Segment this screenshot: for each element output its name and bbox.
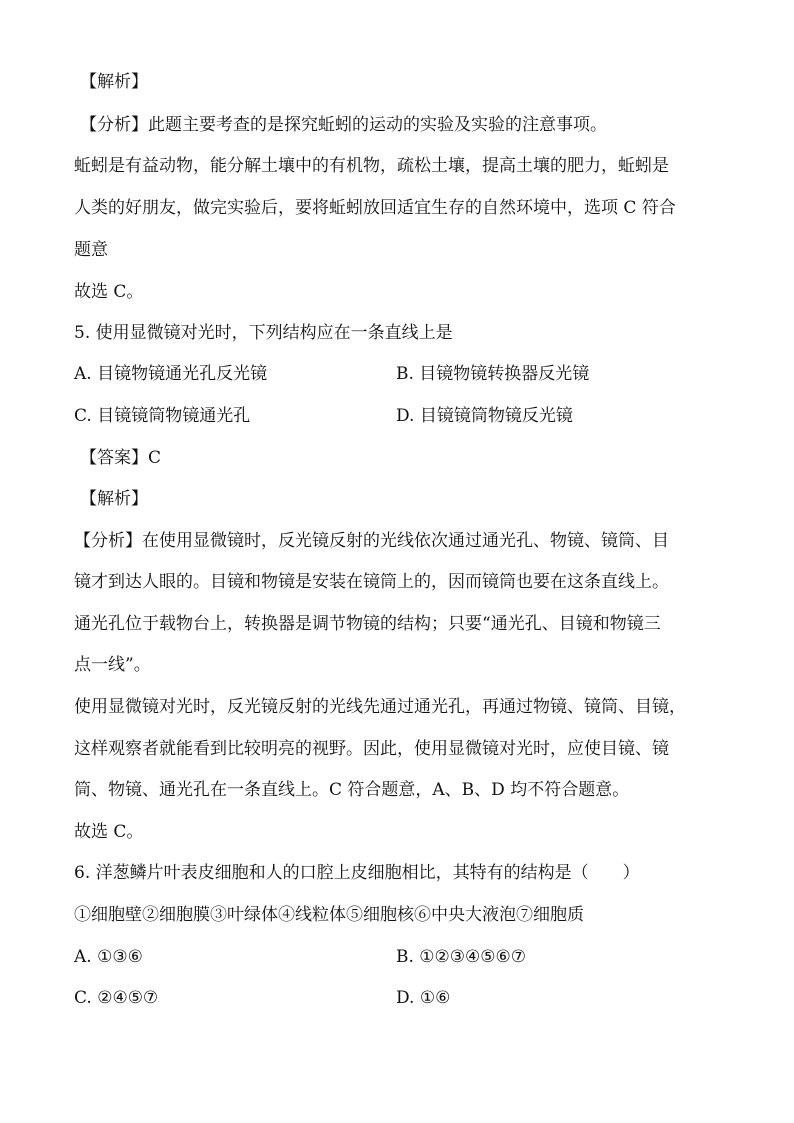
q5-conclusion: 故选 C。 (74, 822, 144, 842)
q4-body-line: 题意 (74, 240, 108, 260)
q4-conclusion: 故选 C。 (74, 282, 144, 302)
q5-option-b: B. 目镜物镜转换器反光镜 (396, 364, 590, 384)
q5-option-a: A. 目镜物镜通光孔反光镜 (74, 364, 268, 384)
q5-jiexi-label: 【解析】 (80, 489, 148, 509)
q6-option-b: B. ①②③④⑤⑥⑦ (396, 947, 526, 967)
q5-body-line: 筒、物镜、通光孔在一条直线上。C 符合题意，A、B、D 均不符合题意。 (74, 780, 630, 800)
q6-stem: 6. 洋葱鳞片叶表皮细胞和人的口腔上皮细胞相比，其特有的结构是（ ） (74, 863, 640, 883)
q5-option-c: C. 目镜镜筒物镜通光孔 (74, 406, 251, 426)
q6-option-c: C. ②④⑤⑦ (74, 988, 159, 1008)
q5-body-line: 这样观察者就能看到比较明亮的视野。因此，使用显微镜对光时，应使目镜、镜 (74, 739, 669, 759)
q5-body-line: 使用显微镜对光时，反光镜反射的光线先通过通光孔，再通过物镜、镜筒、目镜， (74, 697, 686, 717)
q5-analysis-line: 【分析】在使用显微镜时，反光镜反射的光线依次通过通光孔、物镜、镜筒、目 (74, 531, 669, 551)
q5-analysis-line: 点一线”。 (74, 655, 151, 675)
q5-option-d: D. 目镜镜筒物镜反光镜 (396, 406, 573, 426)
q4-body-line: 蚯蚓是有益动物，能分解土壤中的有机物，疏松土壤，提高土壤的肥力，蚯蚓是 (74, 156, 669, 176)
q6-items: ①细胞壁②细胞膜③叶绿体④线粒体⑤细胞核⑥中央大液泡⑦细胞质 (74, 905, 584, 925)
q4-jiexi-label: 【解析】 (80, 72, 148, 92)
q4-analysis: 【分析】此题主要考查的是探究蚯蚓的运动的实验及实验的注意事项。 (80, 115, 607, 135)
q6-option-a: A. ①③⑥ (74, 947, 143, 967)
q6-option-d: D. ①⑥ (396, 988, 451, 1008)
q5-analysis-line: 通光孔位于载物台上，转换器是调节物镜的结构；只要“通光孔、目镜和物镜三 (74, 614, 661, 634)
q5-analysis-line: 镜才到达人眼的。目镜和物镜是安装在镜筒上的，因而镜筒也要在这条直线上。 (74, 572, 669, 592)
q4-body-line: 人类的好朋友，做完实验后，要将蚯蚓放回适宜生存的自然环境中，选项 C 符合 (74, 198, 676, 218)
q5-stem: 5. 使用显微镜对光时，下列结构应在一条直线上是 (74, 323, 453, 343)
q5-answer: 【答案】C (80, 448, 162, 468)
